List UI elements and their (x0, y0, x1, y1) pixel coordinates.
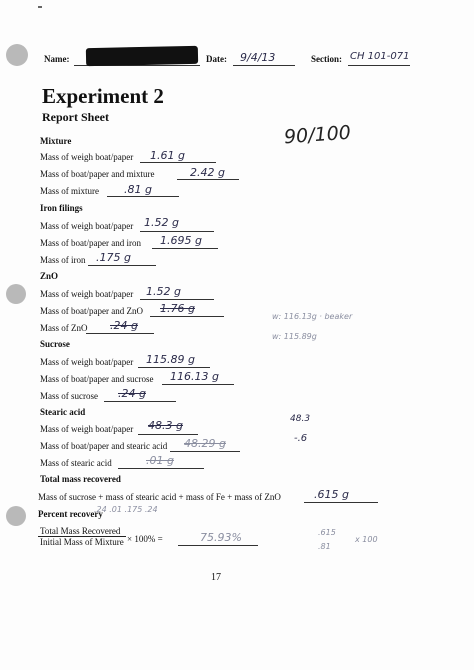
stearic-row-label: Mass of boat/paper and stearic acid (40, 441, 168, 451)
percent-scratch: .81 (318, 542, 331, 551)
answer-line (140, 231, 214, 232)
zno-row-label: Mass of ZnO (40, 323, 88, 333)
mixture-heading: Mixture (40, 136, 72, 146)
stearic-row-value: 48.3 g (148, 419, 183, 432)
iron-row-label: Mass of weigh boat/paper (40, 221, 134, 231)
zno-margin-note: w: 115.89g (272, 332, 317, 341)
iron-row-label: Mass of iron (40, 255, 86, 265)
iron-row-value: .175 g (96, 251, 131, 264)
iron-heading: Iron filings (40, 203, 83, 213)
total-scratch: .24 .01 .175 .24 (94, 505, 158, 514)
sucrose-row-label: Mass of weigh boat/paper (40, 357, 134, 367)
iron-row-label: Mass of boat/paper and iron (40, 238, 141, 248)
total-label: Mass of sucrose + mass of stearic acid + mass of Fe + mass of ZnO (38, 492, 281, 502)
mixture-row-value: 2.42 g (190, 166, 225, 179)
answer-line (140, 162, 216, 163)
stearic-row-label: Mass of stearic acid (40, 458, 112, 468)
answer-line (107, 196, 179, 197)
total-heading: Total mass recovered (40, 474, 121, 484)
zno-row-label: Mass of weigh boat/paper (40, 289, 134, 299)
stearic-row-value: 48.29 g (184, 437, 226, 450)
answer-line (170, 451, 240, 452)
date-label: Date: (206, 54, 227, 64)
answer-line (140, 299, 214, 300)
percent-heading: Percent recovery (38, 509, 103, 519)
zno-row-value: .24 g (110, 319, 138, 332)
answer-line (88, 265, 156, 266)
answer-line (304, 502, 378, 503)
name-label: Name: (44, 54, 70, 64)
page-number: 17 (211, 572, 221, 583)
date-value: 9/4/13 (240, 51, 276, 64)
answer-line (152, 248, 218, 249)
sucrose-row-value: .24 g (118, 387, 146, 400)
zno-margin-note: w: 116.13g · beaker (272, 312, 353, 321)
percent-value: 75.93% (200, 531, 242, 544)
mixture-row-value: 1.61 g (150, 149, 185, 162)
answer-line (178, 545, 258, 546)
redacted-name (86, 46, 198, 66)
percent-scratch: .615 (318, 528, 336, 537)
zno-row-value: 1.76 g (160, 302, 195, 315)
stearic-margin-note: -.6 (294, 433, 308, 444)
date-line (233, 65, 295, 66)
sucrose-row-value: 116.13 g (170, 370, 219, 383)
sucrose-row-label: Mass of boat/paper and sucrose (40, 374, 154, 384)
sucrose-row-value: 115.89 g (146, 353, 195, 366)
iron-row-value: 1.52 g (144, 216, 179, 229)
zno-heading: ZnO (40, 271, 59, 281)
percent-scratch: x 100 (355, 535, 378, 544)
stearic-row-label: Mass of weigh boat/paper (40, 424, 134, 434)
page-subtitle: Report Sheet (42, 110, 109, 124)
percent-denominator: Initial Mass of Mixture (40, 537, 124, 547)
stearic-margin-note: 48.3 (290, 414, 311, 424)
mixture-row-label: Mass of boat/paper and mixture (40, 169, 155, 179)
zno-row-value: 1.52 g (146, 285, 181, 298)
mixture-row-label: Mass of weigh boat/paper (40, 152, 134, 162)
stearic-row-value: .01 g (146, 454, 174, 467)
iron-row-value: 1.695 g (160, 234, 202, 247)
answer-line (177, 179, 239, 180)
answer-line (118, 468, 204, 469)
percent-fraction (38, 526, 126, 547)
zno-row-label: Mass of boat/paper and ZnO (40, 306, 143, 316)
section-value: CH 101-071 (350, 51, 410, 62)
total-value: .615 g (314, 488, 349, 501)
mixture-row-value: .81 g (124, 183, 152, 196)
page-title: Experiment 2 (42, 84, 164, 108)
punch-hole-top (6, 44, 28, 66)
sucrose-heading: Sucrose (40, 339, 70, 349)
punch-hole-middle (6, 284, 26, 304)
section-line (348, 65, 410, 66)
mixture-row-label: Mass of mixture (40, 186, 99, 196)
answer-line (104, 401, 176, 402)
answer-line (162, 384, 234, 385)
percent-multiplier: × 100% = (127, 534, 163, 544)
answer-line (86, 333, 154, 334)
answer-line (138, 367, 210, 368)
scan-mark (38, 6, 42, 8)
answer-line (138, 434, 198, 435)
punch-hole-bottom (6, 506, 26, 526)
answer-line (150, 316, 224, 317)
sucrose-row-label: Mass of sucrose (40, 391, 98, 401)
stearic-heading: Stearic acid (40, 407, 86, 417)
grade-score: 90/100 (283, 121, 352, 149)
percent-numerator: Total Mass Recovered (38, 526, 126, 537)
section-label: Section: (311, 54, 342, 64)
